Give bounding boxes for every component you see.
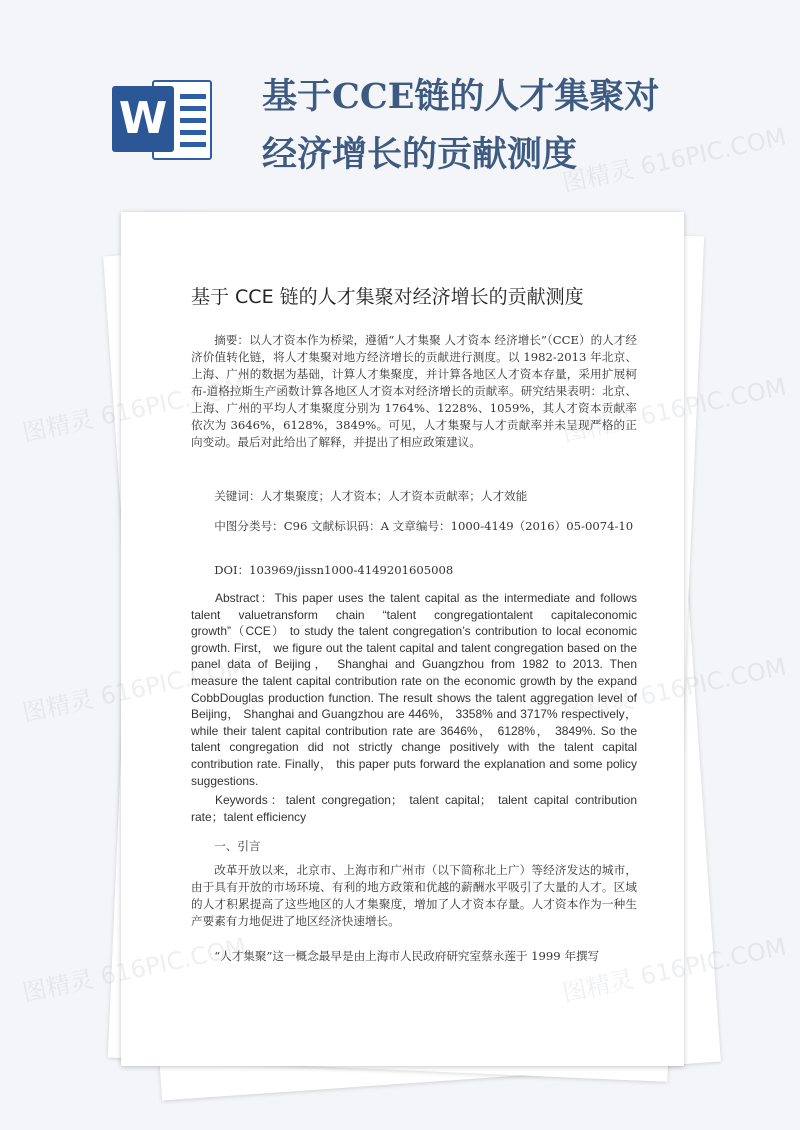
watermark: 图精灵 xyxy=(20,684,97,728)
word-document-icon: W xyxy=(112,86,174,152)
keywords-en: Keywords：talent congregation； talent capital； talent capital contribution rate；talent efficiency xyxy=(191,793,637,824)
header-title: 基于CCE链的人才集聚对经济增长的贡献测度 xyxy=(262,76,660,175)
section-heading: 一、引言 xyxy=(214,839,261,853)
abstract-cn: 摘要：以人才资本作为桥梁，遵循“人才集聚 人才资本 经济增长”（CCE）的人才经济价值转化链，将人才集聚对地方经济增长的贡献进行测度。以 1982-2013 年北京、上海、广州的数据为基础，计算人才集聚度，并计算各地区人才资本存量，采用扩展柯布-道格拉斯生产函数计算各地区人才资本对经济增长的贡献率。研究结果表明：北京、上海、广州的平均人才集聚度分别为 1764%、1228%、1059%，其人才资本贡献率依次为 3646%，6128%，3849%。可见，人才集聚与人才贡献率并未呈现严格的正向变动。最后对此给出了解释，并提出了相应政策建议。 xyxy=(191,333,637,449)
watermark: 图精灵 xyxy=(20,404,97,448)
keywords-cn: 关键词：人才集聚度；人才资本；人才资本贡献率；人才效能 xyxy=(214,489,528,503)
word-logo xyxy=(112,76,212,164)
doi: DOI：103969/jissn1000-4149201605008 xyxy=(214,563,454,577)
abstract-en: Abstract：This paper uses the talent capital as the intermediate and follows talent valuetransform chain “talent congregationtalent capitaleconomic growth”（CCE） to study the talent congregation’s contribution to local economic growth. First， we figure out the talent capital and talent congregation based on the panel data of Beijing， Shanghai and Guangzhou from 1982 to 2013. Then measure the talent capital contribution rate on the economic growth by the expand CobbDouglas production function. The result shows the talent aggregation level of Beijing， Shanghai and Guangzhou are 446%， 3358% and 3717% respectively， while their talent capital contribution rate are 3646%， 6128%， 3849%. So the talent congregation did not strictly change positively with the talent capital contribution rate. Finally， this paper puts forward the explanation and some policy suggestions. xyxy=(191,591,637,788)
classification: 中图分类号：C96 文献标识码：A 文章编号：1000-4149（2016）05-0074-10 xyxy=(214,519,634,533)
watermark: 图精灵 616PIC.COM xyxy=(560,122,789,198)
watermark: 616PIC.COM xyxy=(637,652,789,711)
paragraph-1: 改革开放以来，北京市、上海市和广州市（以下简称北上广）等经济发达的城市，由于具有开放的市场环境、有利的地方政策和优越的薪酬水平吸引了大量的人才。区域的人才积累提高了这些地区的人才集聚度，增加了人才资本存量。人才资本作为一种生产要素有力地促进了地区经济快速增长。 xyxy=(191,863,637,928)
document-page xyxy=(121,212,684,1066)
document-title: 基于 CCE 链的人才集聚对经济增长的贡献测度 xyxy=(191,286,584,308)
paragraph-2: “人才集聚”这一概念最早是由上海市人民政府研究室蔡永莲于 1999 年撰写 xyxy=(214,949,600,963)
watermark: 616PIC.COM xyxy=(637,372,789,431)
watermark: 图精灵 xyxy=(20,964,97,1008)
